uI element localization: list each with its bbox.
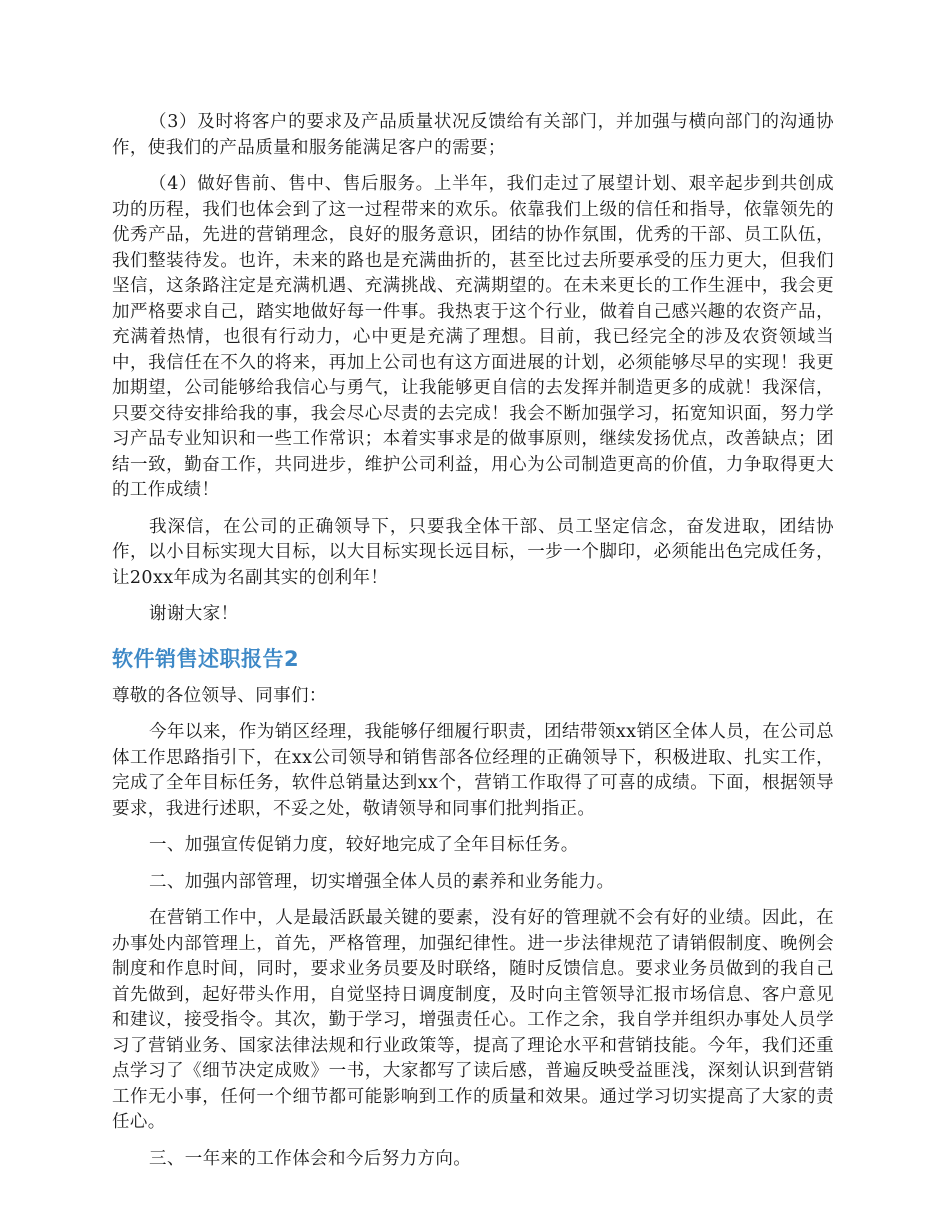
paragraph-item-4-after-sales-service: （4）做好售前、售中、售后服务。上半年，我们走过了展望计划、艰辛起步到共创成功的历程，我们也体会到了这一过程带来的欢乐。依靠我们上级的信任和指导，依靠领先的优秀产品，先进的营销理念，良好的服务意识，团结的协作氛围，优秀的干部、员工队伍，我们整装待发。也许，未来的路也是充满曲折的，甚至比过去所要承受的压力更大，但我们坚信，这条路注定是充满机遇、充满挑战、充满期望的。在未来更长的工作生涯中，我会更加严格要求自己，踏实地做好每一件事。我热衷于这个行业，做着自己感兴趣的农资产品，充满着热情，也很有行动力，心中更是充满了理想。目前，我已经完全的涉及农资领域当中，我信任在不久的将来，再加上公司也有这方面进展的计划，必须能够尽早的实现！我更加期望，公司能够给我信心与勇气，让我能够更自信的去发挥并制造更多的成就！我深信，只要交待安排给我的事，我会尽心尽责的去完成！我会不断加强学习，拓宽知识面，努力学习产品专业知识和一些工作常识；本着实事求是的做事原则，继续发扬优点，改善缺点；团结一致，勤奋工作，共同进步，维护公司利益，用心为公司制造更高的价值，力争取得更大的工作成绩！ [112, 174, 834, 500]
paragraph-item-3: （3）及时将客户的要求及产品质量状况反馈给有关部门，并加强与横向部门的沟通协作，使我们的产品质量和服务能满足客户的需要； [112, 112, 834, 158]
section-point-3: 三、一年来的工作体会和今后努力方向。 [149, 1148, 472, 1169]
section-heading: 软件销售述职报告2 [112, 646, 300, 671]
paragraph-internal-management: 在营销工作中，人是最活跃最关键的要素，没有好的管理就不会有好的业绩。因此，在办事处内部管理上，首先，严格管理，加强纪律性。进一步法律规范了请销假制度、晚例会制度和作息时间，同时，要求业务员要及时联络，随时反馈信息。要求业务员做到的我自己首先做到，起好带头作用，自觉坚持日调度制度，及时向主管领导汇报市场信息、客户意见和建议，接受指令。其次，勤于学习，增强责任心。工作之余，我自学并组织办事处人员学习了营销业务、国家法律法规和行业政策等，提高了理论水平和营销技能。今年，我们还重点学习了《细节决定成败》一书，大家都写了读后感，普遍反映受益匪浅，深刻认识到营销工作无小事，任何一个细节都可能影响到工作的质量和效果。通过学习切实提高了大家的责任心。 [112, 908, 834, 1132]
paragraph-intro: 今年以来，作为销区经理，我能够仔细履行职责，团结带领xx销区全体人员，在公司总体工作思路指引下，在xx公司领导和销售部各位经理的正确领导下，积极进取、扎实工作，完成了全年目标任务，软件总销量达到xx个，营销工作取得了可喜的成绩。下面，根据领导要求，我进行述职，不妥之处，敬请领导和同事们批判指正。 [112, 722, 834, 819]
salutation: 尊敬的各位领导、同事们： [112, 685, 327, 706]
paragraph-conclusion: 我深信，在公司的正确领导下，只要我全体干部、员工坚定信念，奋发进取，团结协作，以小目标实现大目标，以大目标实现长远目标，一步一个脚印，必须能出色完成任务，让20xx年成为名副其实的创利年！ [112, 516, 834, 588]
section-point-1: 一、加强宣传促销力度，较好地完成了全年目标任务。 [149, 835, 579, 855]
paragraph-thanks: 谢谢大家！ [149, 604, 239, 624]
document-body [112, 110, 834, 1183]
section-point-2: 二、加强内部管理，切实增强全体人员的素养和业务能力。 [149, 871, 615, 892]
